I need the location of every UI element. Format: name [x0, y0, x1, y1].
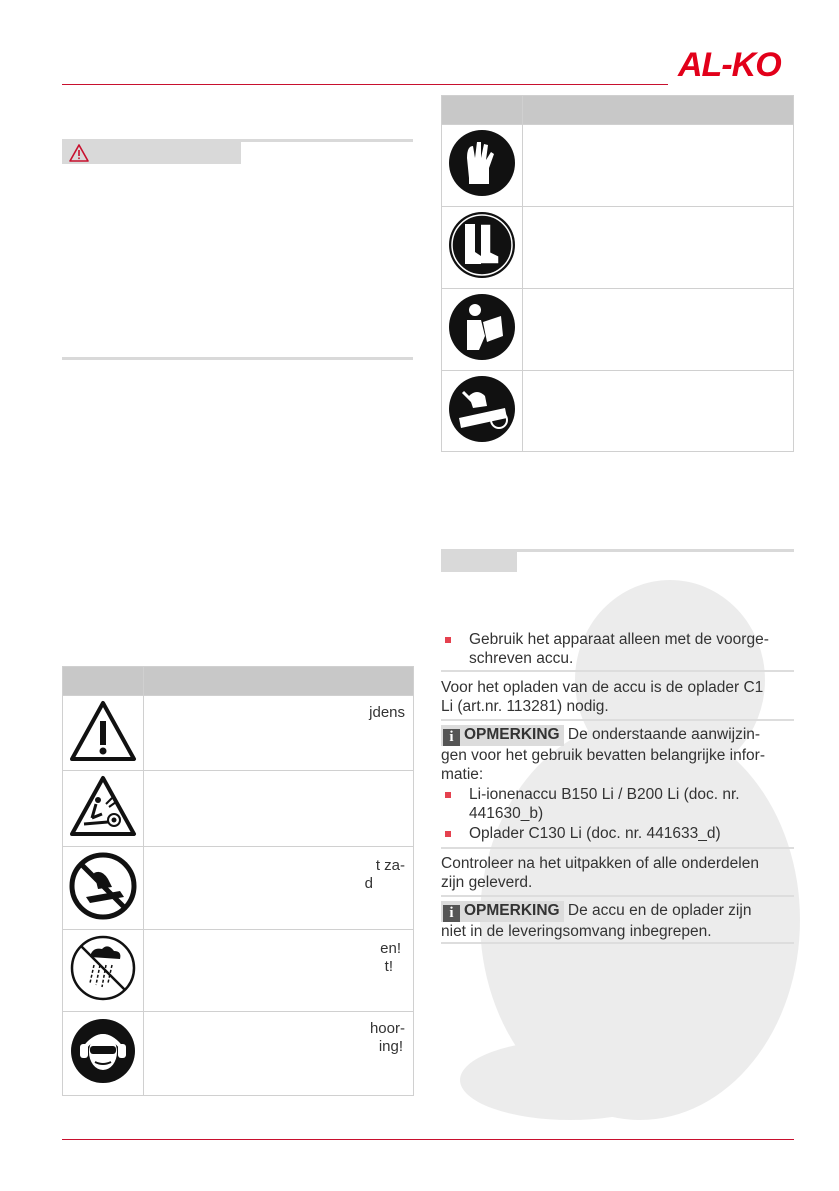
left-table-header	[63, 667, 414, 696]
ejected-objects-icon	[68, 774, 138, 838]
info-icon: i	[443, 905, 460, 922]
list-item: Oplader C130 Li (doc. nr. 441633_d)	[469, 825, 721, 842]
header-rule	[62, 84, 668, 85]
row-text-fragment: jdens	[369, 704, 405, 721]
table-row	[63, 696, 414, 771]
note-label: i OPMERKING	[441, 725, 564, 746]
warning-triangle-icon	[68, 699, 138, 763]
footer-rule	[62, 1139, 794, 1140]
right-table-header	[442, 96, 794, 125]
charger-paragraph: Voor het opladen van de accu is de oplader C1 Li (art.nr. 113281) nodig.	[441, 679, 764, 715]
hand-on-saw-icon	[447, 374, 517, 444]
left-symbol-table	[62, 666, 414, 1096]
separator	[441, 847, 794, 849]
list-bullet	[445, 831, 451, 837]
table-row	[442, 125, 794, 207]
table-row	[63, 1012, 414, 1096]
table-row	[442, 207, 794, 289]
boots-icon	[447, 210, 517, 280]
table-row	[442, 371, 794, 452]
table-row	[442, 289, 794, 371]
table-row	[63, 847, 414, 930]
read-manual-icon	[447, 292, 517, 362]
no-hand-near-blade-icon	[68, 851, 138, 921]
note-block-2: i OPMERKING De accu en de oplader zijn niet in de leveringsomvang inbegrepen.	[441, 902, 752, 940]
separator	[441, 670, 794, 672]
separator	[441, 895, 794, 897]
list-item: Li-ionenaccu B150 Li / B200 Li (doc. nr. 441630_b)	[469, 786, 740, 822]
right-symbol-table	[441, 95, 794, 452]
table-row	[63, 930, 414, 1012]
info-label-box	[441, 552, 517, 572]
alko-logo: AL-KO	[678, 46, 781, 84]
bullet-text: Gebruik het apparaat alleen met de voorge- schreven accu.	[469, 631, 769, 667]
warning-icon	[68, 143, 90, 163]
row-text-fragment: t!	[384, 958, 393, 975]
warning-label-box	[62, 142, 241, 164]
note-block-1: i OPMERKING De onderstaande aanwijzin- gen voor het gebruik bevatten belangrijke infor- matie:	[441, 726, 765, 783]
no-rain-icon	[68, 933, 138, 1003]
list-bullet	[445, 792, 451, 798]
table-row	[63, 771, 414, 847]
separator	[441, 719, 794, 721]
note-label: i OPMERKING	[441, 901, 564, 922]
unpack-paragraph: Controleer na het uitpakken of alle onderdelen zijn geleverd.	[441, 855, 759, 891]
row-text-fragment: t za-	[375, 857, 405, 874]
separator	[441, 942, 794, 944]
row-text-fragment: en!	[380, 940, 401, 957]
row-text-fragment: hoor-	[369, 1020, 405, 1037]
list-bullet	[445, 637, 451, 643]
gloves-icon	[447, 128, 517, 198]
row-text-fragment: d	[364, 875, 373, 892]
info-icon: i	[443, 729, 460, 746]
eye-ear-protection-icon	[68, 1016, 138, 1086]
warning-bottom-rule	[62, 357, 413, 360]
row-text-fragment: ing!	[378, 1038, 403, 1055]
